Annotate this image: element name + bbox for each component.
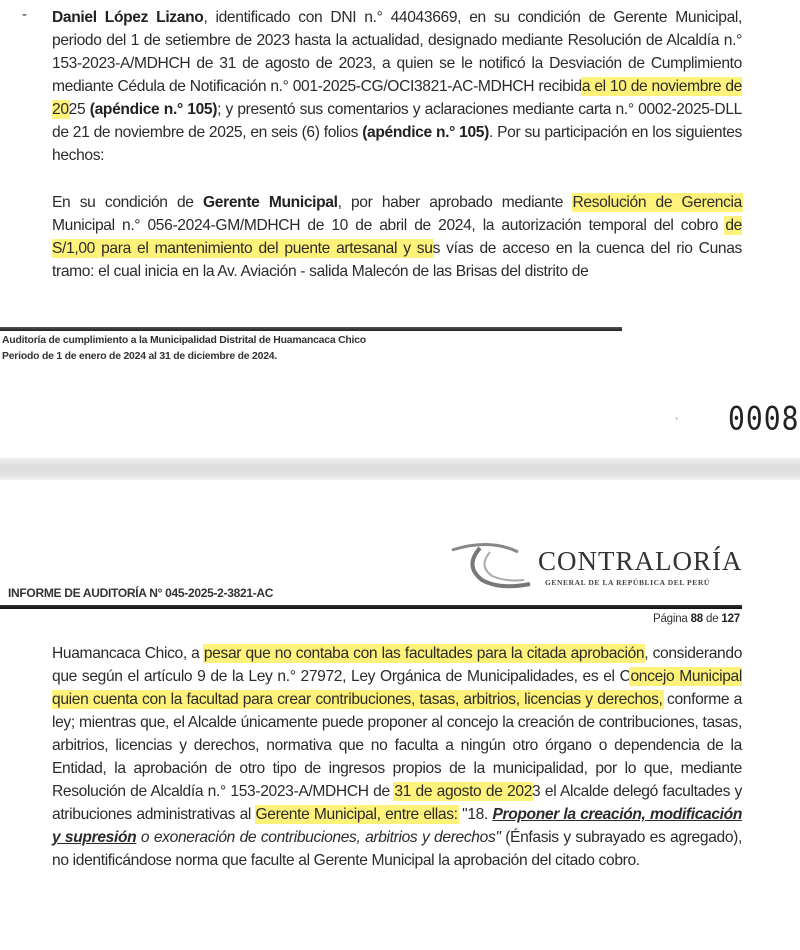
footer-divider bbox=[0, 327, 622, 331]
person-name: Daniel López Lizano bbox=[52, 9, 204, 26]
logo-swoosh-icon bbox=[450, 540, 540, 592]
paragraph-continuation bbox=[52, 642, 742, 872]
highlighted-text: 31 de agosto de 202 bbox=[394, 783, 533, 800]
appendix-reference: (apéndice n.° 105) bbox=[89, 101, 218, 118]
page-number bbox=[653, 613, 740, 625]
text-segment: Municipal n.° 056-2024-GM/MDHCH de 10 de abril de 2024, la autorización temporal del cobro bbox=[52, 217, 726, 234]
footer-audit-title: Auditoría de cumplimiento a la Municipalidad Distrital de Huamancaca Chico bbox=[2, 335, 366, 346]
text-segment: s vías de acceso en la cuenca del rio Cunas tramo: el cual inicia en la Av. Aviación - salida Malecón de las Brisas del distrito de bbox=[52, 240, 742, 280]
paragraph-facts bbox=[52, 191, 742, 283]
text-segment: ; y presentó sus comentarios y aclaraciones mediante carta n.° 0002-2025-DLL de 21 de noviembre de 2025, en seis (6) folios bbox=[52, 101, 742, 141]
highlighted-text: oncejo Municipal quien cuenta con la facultad para crear contribuciones, tasas, arbitrios, licencias y derechos, bbox=[52, 668, 742, 708]
highlighted-text: Gerente Municipal, entre ellas: bbox=[255, 806, 458, 823]
logo-title: CONTRALORÍA bbox=[538, 546, 743, 576]
page-separator bbox=[0, 458, 800, 480]
highlighted-text: Resolución de Gerencia bbox=[572, 194, 742, 211]
list-bullet: - bbox=[22, 6, 27, 23]
appendix-reference: (apéndice n.° 105) bbox=[362, 124, 489, 141]
logo-subtitle: GENERAL DE LA REPÚBLICA DEL PERÚ bbox=[545, 578, 710, 587]
folio-stamp-number: 0008 bbox=[728, 399, 800, 438]
text-segment: , considerando que según el artículo 9 de la Ley n.° 27972, Ley Orgánica de Municipalidades, es el C bbox=[52, 645, 743, 685]
text-segment: 25 bbox=[68, 101, 90, 118]
italic-quote: o exoneración de contribuciones, arbitrios y derechos" bbox=[136, 829, 501, 846]
text-segment: conforme a ley; mientras que, el Alcalde únicamente puede proponer al concejo la creación de contribuciones, tasas, arbitrios, licencias y derechos, normativa que no faculta a ningún otro órgano o dependencia de la Entidad, la aprobación de otro tipo de ingresos propios de la municipalidad, por lo que, mediante Resolución de Alcaldía n.° 153-2023-A/MDHCH de bbox=[52, 691, 742, 800]
text-segment: (Énfasis y subrayado es agregado), no identificándose norma que faculte al Gerente Municipal la aprobación del citado cobro. bbox=[52, 829, 742, 869]
text-segment: En su condición de bbox=[52, 194, 203, 211]
text-segment: "18. bbox=[457, 806, 493, 823]
text-segment: Huamancaca Chico, a bbox=[52, 645, 204, 662]
report-id: INFORME DE AUDITORÍA N° 045-2025-2-3821-AC bbox=[8, 586, 274, 600]
highlighted-text: pesar que no contaba con las facultades para la citada aprobación bbox=[203, 645, 645, 662]
page-of: de bbox=[703, 613, 722, 625]
page-label: Página bbox=[653, 613, 691, 625]
text-segment: , identificado con DNI n.° 44043669, en su condición de Gerente Municipal, periodo del 1 de setiembre de 2023 hasta la actualidad, designado mediante Resolución de Alcaldía n.° 153-2023-A/MDHCH de 31 de agosto de 2023, a quien se le notificó la Desviación de Cumplimiento mediante Cédula de Notificación n.° 001-2025-CG/OCI3821-AC-MDHCH recibid bbox=[52, 9, 742, 95]
page-total: 127 bbox=[721, 613, 740, 625]
paragraph-responsible-person bbox=[52, 6, 742, 167]
text-segment: . Por su participación en los siguientes hechos: bbox=[52, 124, 743, 164]
document-page-previous bbox=[0, 0, 800, 458]
emphasized-quote: Proponer la creación, modificación y supresión bbox=[52, 806, 742, 846]
page-current: 88 bbox=[690, 613, 704, 625]
highlighted-text: de S/1,00 para el mantenimiento del puente artesanal y su bbox=[52, 217, 742, 257]
header-divider bbox=[0, 605, 742, 609]
highlighted-text: a el 10 de noviembre de 20 bbox=[52, 78, 742, 118]
footer-audit-period: Periodo de 1 de enero de 2024 al 31 de diciembre de 2024. bbox=[2, 351, 278, 362]
text-segment: 3 el Alcalde delegó facultades y atribuciones administrativas al bbox=[52, 783, 742, 823]
text-segment: , por haber aprobado mediante bbox=[337, 194, 573, 211]
role-name: Gerente Municipal bbox=[203, 194, 338, 211]
scan-mark: ' bbox=[676, 416, 678, 426]
document-page-current bbox=[0, 480, 800, 950]
contraloria-logo bbox=[450, 540, 743, 592]
